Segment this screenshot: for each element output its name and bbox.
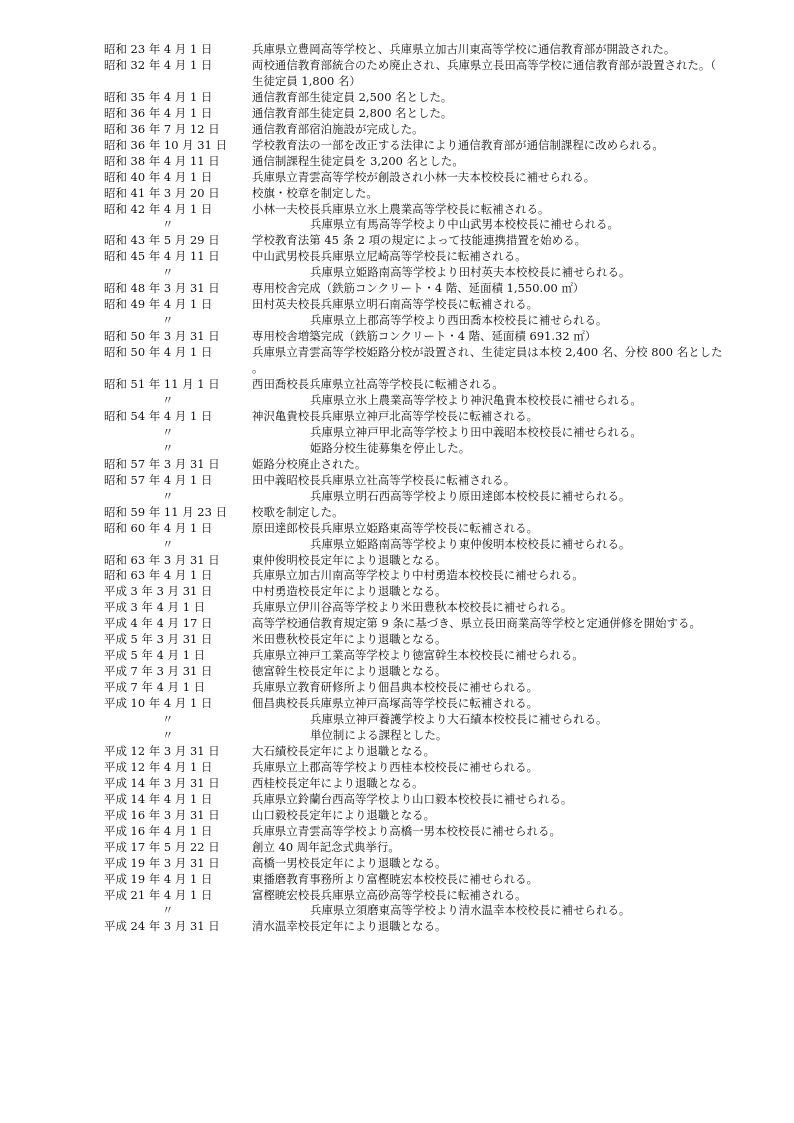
entry-date: 平成 21 年 4 月 1 日 [104, 887, 213, 902]
timeline-entry [104, 824, 724, 840]
timeline-entry [104, 489, 724, 505]
entry-text: 兵庫県立教育研修所より佃昌典本校校長に補せられる。 [252, 680, 539, 695]
entry-date: 昭和 41 年 3 月 20 日 [104, 185, 220, 200]
entry-date: 昭和 36 年 4 月 1 日 [104, 105, 213, 120]
entry-text: 田村英夫校長兵庫県立明石南高等学校長に転補される。 [252, 297, 539, 312]
timeline-entry [104, 265, 724, 281]
entry-date: 昭和 51 年 11 月 1 日 [104, 377, 220, 392]
entry-date: 平成 19 年 3 月 31 日 [104, 855, 220, 870]
entry-date: 平成 12 年 3 月 31 日 [104, 743, 220, 758]
entry-date: 〃 [162, 488, 174, 503]
entry-text: 兵庫県立姫路南高等学校より東仲俊明本校校長に補せられる。 [310, 536, 631, 551]
entry-date: 昭和 48 年 3 月 31 日 [104, 281, 220, 296]
entry-date: 昭和 50 年 3 月 31 日 [104, 329, 220, 344]
entry-date: 昭和 32 年 4 月 1 日 [104, 57, 213, 72]
timeline-entry [104, 170, 724, 186]
entry-date: 〃 [162, 265, 174, 280]
entry-text: 東播磨教育事務所より富樫暁宏本校校長に補せられる。 [252, 871, 539, 886]
timeline-entry [104, 186, 724, 202]
entry-date: 昭和 57 年 3 月 31 日 [104, 456, 220, 471]
timeline-entry [104, 776, 724, 792]
entry-text: 小林一夫校長兵庫県立氷上農業高等学校長に転補される。 [252, 201, 550, 216]
entry-date: 平成 3 年 3 月 31 日 [104, 584, 213, 599]
entry-text: 清水温幸校長定年により退職となる。 [252, 919, 447, 934]
entry-date: 昭和 54 年 4 月 1 日 [104, 408, 213, 423]
entry-text: 高等学校通信教育規定第 9 条に基づき、県立長田商業高等学校と定通併修を開始する。 [252, 616, 701, 631]
timeline-entry [104, 425, 724, 441]
entry-date: 昭和 50 年 4 月 1 日 [104, 345, 213, 360]
timeline-entry [104, 696, 724, 712]
timeline-entry [104, 744, 724, 760]
timeline-entry [104, 297, 724, 313]
timeline-entry [104, 441, 724, 457]
entry-date: 昭和 36 年 10 月 31 日 [104, 137, 228, 152]
timeline-entry [104, 409, 724, 425]
timeline-entry [104, 345, 724, 377]
entry-date: 昭和 43 年 5 月 29 日 [104, 233, 220, 248]
timeline-entry [104, 154, 724, 170]
timeline-entry [104, 217, 724, 233]
timeline-entry [104, 728, 724, 744]
entry-text: 米田豊秋校長定年により退職となる。 [252, 632, 447, 647]
entry-text: 大石績校長定年により退職となる。 [252, 743, 436, 758]
entry-text: 兵庫県立姫路南高等学校より田村英夫本校校長に補せられる。 [310, 265, 631, 280]
timeline-entry [104, 648, 724, 664]
entry-date: 平成 5 年 3 月 31 日 [104, 632, 213, 647]
entry-date: 昭和 57 年 4 月 1 日 [104, 472, 213, 487]
entry-date: 昭和 63 年 4 月 1 日 [104, 568, 213, 583]
timeline-entry [104, 872, 724, 888]
entry-text: 学校教育法第 45 条 2 項の規定によって技能連携措置を始める。 [252, 233, 587, 248]
timeline-entry [104, 106, 724, 122]
entry-text: 兵庫県立青雲高等学校が創設され小林一夫本校校長に補せられる。 [252, 169, 596, 184]
timeline-entry [104, 537, 724, 553]
timeline-entry [104, 281, 724, 297]
entry-text: 兵庫県立神戸養護学校より大石績本校校長に補せられる。 [310, 712, 608, 727]
entry-text: 兵庫県立鈴蘭台西高等学校より山口毅本校校長に補せられる。 [252, 791, 573, 806]
entry-date: 〃 [162, 313, 174, 328]
timeline-entry [104, 233, 724, 249]
entry-date: 平成 14 年 3 月 31 日 [104, 775, 220, 790]
entry-text: 姫路分校廃止された。 [252, 456, 367, 471]
entry-date: 〃 [162, 727, 174, 742]
timeline-entry [104, 840, 724, 856]
timeline-entry [104, 377, 724, 393]
timeline-entry [104, 138, 724, 154]
entry-date: 〃 [162, 424, 174, 439]
timeline-entry [104, 600, 724, 616]
entry-text: 田中義昭校長兵庫県立社高等学校長に転補される。 [252, 472, 516, 487]
entry-date: 昭和 36 年 7 月 12 日 [104, 121, 220, 136]
entry-date: 〃 [162, 536, 174, 551]
timeline-entry [104, 329, 724, 345]
entry-text: 兵庫県立明石西高等学校より原田達郎本校校長に補せられる。 [310, 488, 631, 503]
entry-text: 兵庫県立神戸工業高等学校より徳富幹生本校校長に補せられる。 [252, 648, 584, 663]
entry-text: 兵庫県立上郡高等学校より西桂本校校長に補せられる。 [252, 759, 539, 774]
entry-date: 昭和 49 年 4 月 1 日 [104, 297, 213, 312]
timeline-entry [104, 568, 724, 584]
entry-text: 高橋一男校長定年により退職となる。 [252, 855, 447, 870]
entry-date: 昭和 45 年 4 月 11 日 [104, 249, 220, 264]
entry-date: 昭和 42 年 4 月 1 日 [104, 201, 213, 216]
timeline-entry [104, 521, 724, 537]
timeline-entry [104, 457, 724, 473]
entry-date: 〃 [162, 712, 174, 727]
history-timeline [104, 42, 724, 935]
entry-text: 創立 40 周年記念式典挙行。 [252, 839, 400, 854]
entry-text: 中山武男校長兵庫県立尼崎高等学校長に転補される。 [252, 249, 527, 264]
entry-date: 昭和 23 年 4 月 1 日 [104, 42, 213, 56]
entry-text: 専用校舎完成（鉄筋コンクリート・4 階、延面積 1,550.00 ㎡） [252, 281, 585, 296]
timeline-entry [104, 792, 724, 808]
entry-date: 平成 14 年 4 月 1 日 [104, 791, 213, 806]
entry-text: 兵庫県立有馬高等学校より中山武男本校校長に補せられる。 [310, 217, 619, 232]
timeline-entry [104, 919, 724, 935]
entry-date: 平成 3 年 4 月 1 日 [104, 600, 206, 615]
entry-text: 西田喬校長兵庫県立社高等学校長に転補される。 [252, 377, 504, 392]
entry-text: 兵庫県立加古川南高等学校より中村勇造本校校長に補せられる。 [252, 568, 584, 583]
entry-text: 兵庫県立氷上農業高等学校より神沢亀貴本校校長に補せられる。 [310, 392, 642, 407]
timeline-entry [104, 903, 724, 919]
entry-date: 昭和 40 年 4 月 1 日 [104, 169, 213, 184]
entry-date: 昭和 35 年 4 月 1 日 [104, 89, 213, 104]
entry-date: 平成 7 年 3 月 31 日 [104, 664, 213, 679]
timeline-entry [104, 584, 724, 600]
entry-text: 兵庫県立須磨東高等学校より清水温幸本校校長に補せられる。 [310, 903, 631, 918]
timeline-entry [104, 90, 724, 106]
entry-date: 〃 [162, 440, 174, 455]
timeline-entry [104, 42, 724, 58]
timeline-entry [104, 616, 724, 632]
entry-date: 昭和 60 年 4 月 1 日 [104, 520, 213, 535]
entry-date: 平成 12 年 4 月 1 日 [104, 759, 213, 774]
entry-text: 兵庫県立青雲高等学校姫路分校が設置され、生徒定員は本校 2,400 名、分校 800 名とした。 [252, 345, 723, 376]
entry-text: 兵庫県立上郡高等学校より西田喬本校校長に補せられる。 [310, 313, 608, 328]
timeline-entry [104, 473, 724, 489]
timeline-entry [104, 712, 724, 728]
entry-text: 両校通信教育部統合のため廃止され、兵庫県立長田高等学校に通信教育部が設置された。（生徒定員 1,800 名） [252, 57, 717, 88]
entry-text: 原田達郎校長兵庫県立姫路東高等学校長に転補される。 [252, 520, 539, 535]
entry-text: 富樫暁宏校長兵庫県立高砂高等学校長に転補される。 [252, 887, 527, 902]
timeline-entry [104, 202, 724, 218]
timeline-entry [104, 249, 724, 265]
entry-text: 学校教育法の一部を改正する法律により通信教育部が通信制課程に改められる。 [252, 137, 664, 152]
entry-date: 昭和 63 年 3 月 31 日 [104, 552, 220, 567]
entry-text: 姫路分校生徒募集を停止した。 [310, 440, 471, 455]
entry-date: 平成 24 年 3 月 31 日 [104, 919, 220, 934]
entry-text: 通信教育部生徒定員 2,500 名とした。 [252, 89, 453, 104]
entry-date: 平成 19 年 4 月 1 日 [104, 871, 213, 886]
entry-date: 〃 [162, 217, 174, 232]
entry-text: 徳富幹生校長定年により退職となる。 [252, 664, 447, 679]
entry-date: 平成 16 年 3 月 31 日 [104, 807, 220, 822]
timeline-entry [104, 888, 724, 904]
entry-text: 単位制による課程とした。 [310, 727, 448, 742]
timeline-entry [104, 58, 724, 90]
timeline-entry [104, 760, 724, 776]
entry-date: 平成 7 年 4 月 1 日 [104, 680, 206, 695]
timeline-entry [104, 632, 724, 648]
timeline-entry [104, 505, 724, 521]
entry-date: 平成 16 年 4 月 1 日 [104, 823, 213, 838]
timeline-entry [104, 553, 724, 569]
timeline-entry [104, 393, 724, 409]
entry-date: 〃 [162, 392, 174, 407]
entry-date: 昭和 38 年 4 月 11 日 [104, 153, 220, 168]
entry-date: 平成 4 年 4 月 17 日 [104, 616, 213, 631]
timeline-entry [104, 680, 724, 696]
entry-text: 通信教育部宿泊施設が完成した。 [252, 121, 424, 136]
entry-text: 神沢亀貴校長兵庫県立神戸北高等学校長に転補される。 [252, 408, 539, 423]
entry-text: 専用校舎増築完成（鉄筋コンクリート・4 階、延面積 691.32 ㎡） [252, 329, 597, 344]
entry-text: 校歌を制定した。 [252, 504, 344, 519]
entry-date: 昭和 59 年 11 月 23 日 [104, 504, 228, 519]
entry-text: 東仲俊明校長定年により退職となる。 [252, 552, 447, 567]
entry-text: 佃昌典校長兵庫県立神戸高塚高等学校長に転補される。 [252, 696, 539, 711]
entry-date: 平成 17 年 5 月 22 日 [104, 839, 220, 854]
timeline-entry [104, 122, 724, 138]
timeline-entry [104, 313, 724, 329]
entry-date: 平成 10 年 4 月 1 日 [104, 696, 213, 711]
entry-date: 〃 [162, 903, 174, 918]
timeline-entry [104, 664, 724, 680]
timeline-entry [104, 856, 724, 872]
entry-date: 平成 5 年 4 月 1 日 [104, 648, 206, 663]
entry-text: 山口毅校長定年により退職となる。 [252, 807, 436, 822]
timeline-entry [104, 808, 724, 824]
entry-text: 通信制課程生徒定員を 3,200 名とした。 [252, 153, 464, 168]
entry-text: 兵庫県立伊川谷高等学校より米田豊秋本校校長に補せられる。 [252, 600, 573, 615]
entry-text: 兵庫県立神戸甲北高等学校より田中義昭本校校長に補せられる。 [310, 424, 642, 439]
entry-text: 中村勇造校長定年により退職となる。 [252, 584, 447, 599]
entry-text: 通信教育部生徒定員 2,800 名とした。 [252, 105, 453, 120]
entry-text: 西桂校長定年により退職となる。 [252, 775, 424, 790]
entry-text: 兵庫県立豊岡高等学校と、兵庫県立加古川東高等学校に通信教育部が開設された。 [252, 42, 676, 56]
entry-text: 兵庫県立青雲高等学校より高橋一男本校校長に補せられる。 [252, 823, 561, 838]
entry-text: 校旗・校章を制定した。 [252, 185, 378, 200]
